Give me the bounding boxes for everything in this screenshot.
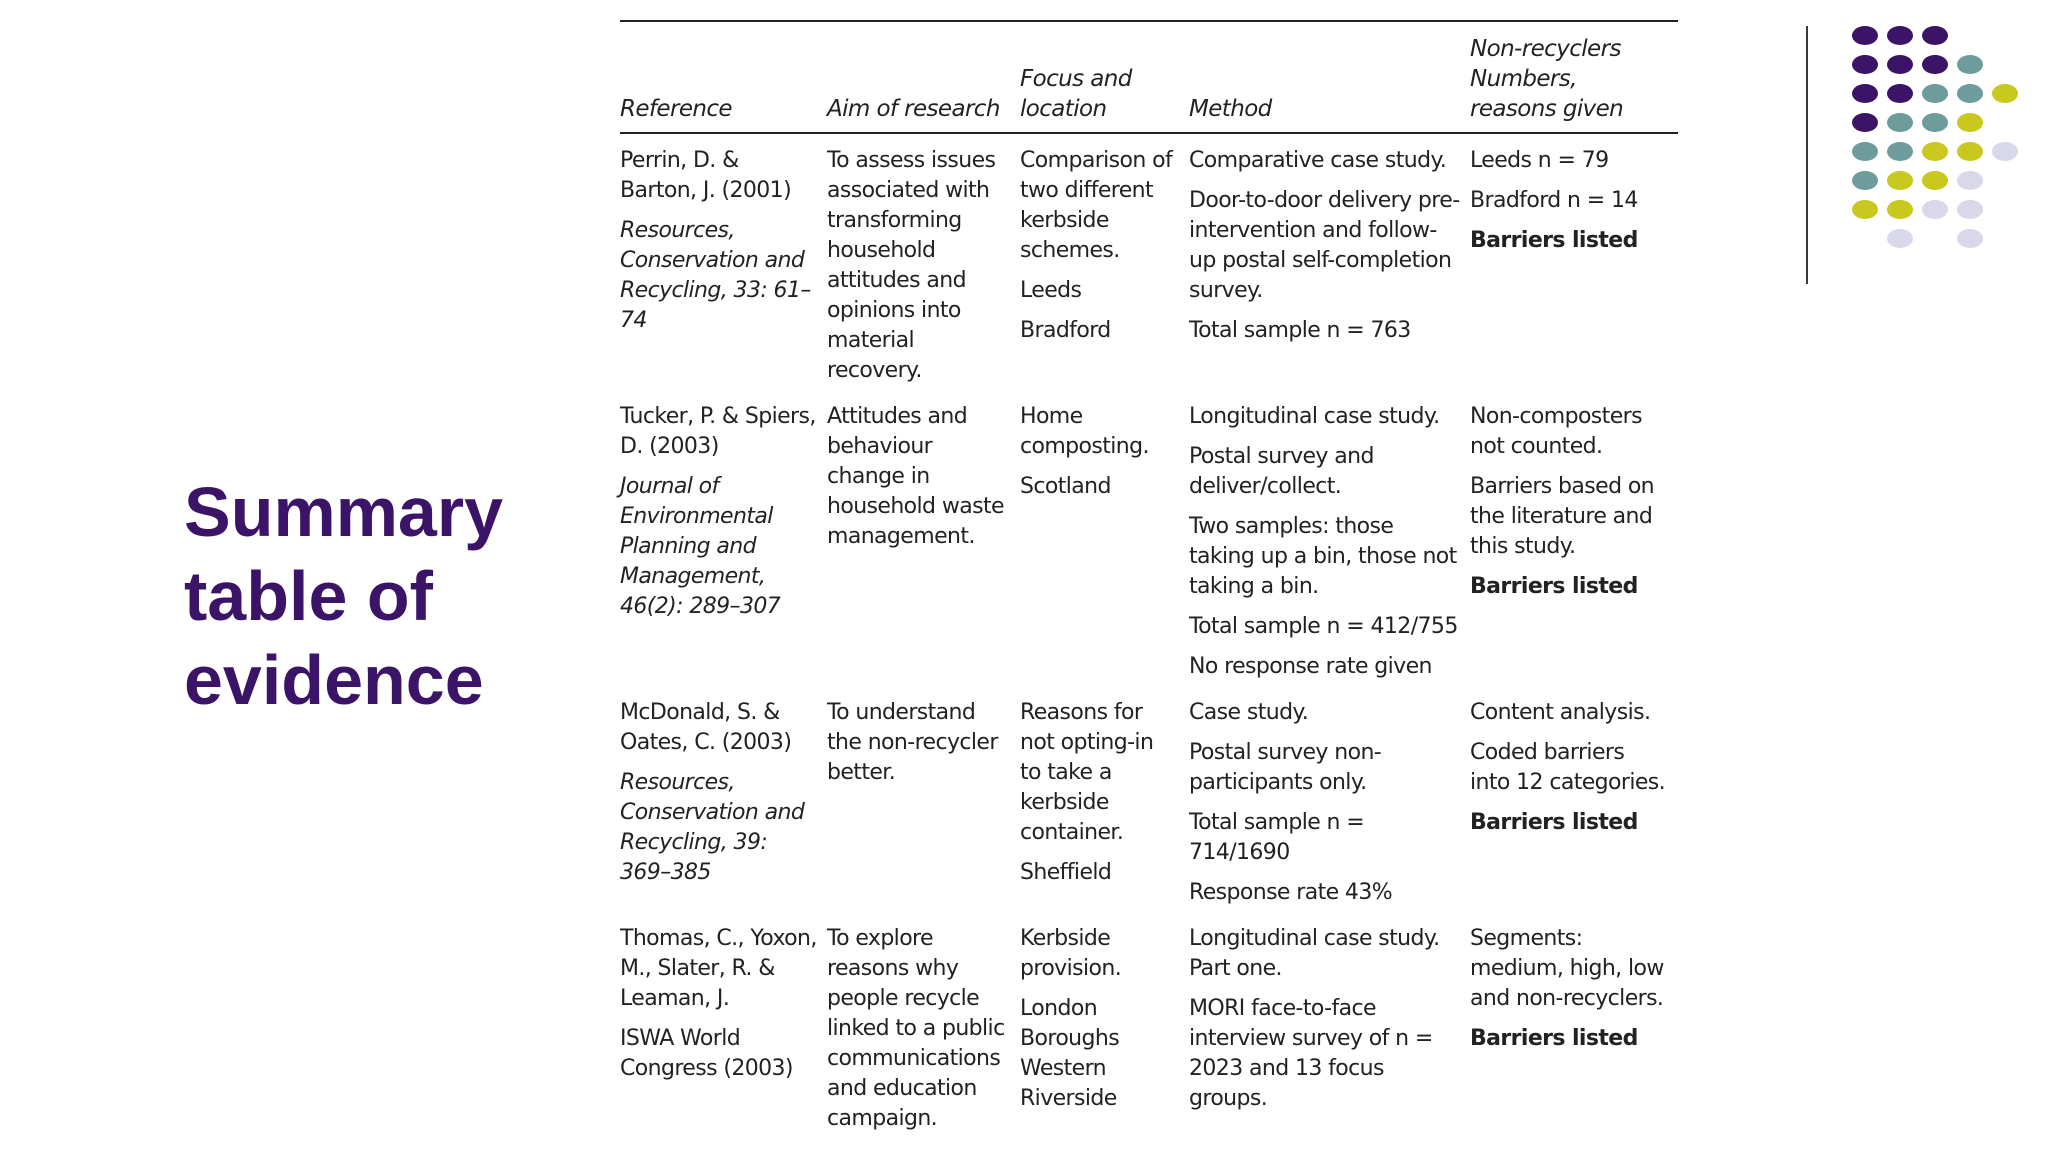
aim-text: To assess issues associated with transforming household attitudes and opinions into material recovery. <box>827 148 996 383</box>
focus-line: Kerbside provision. <box>1020 926 1122 981</box>
cell-nonrecyclers <box>1470 690 1678 916</box>
decorative-dot <box>1887 26 1913 45</box>
focus-line: Scotland <box>1020 474 1111 499</box>
header-focus: Focus and location <box>1020 66 1132 122</box>
table-row <box>620 690 1678 916</box>
decorative-dot <box>1887 200 1913 219</box>
table-row <box>620 394 1678 690</box>
decorative-dot <box>1922 113 1948 132</box>
reference-authors: Thomas, C., Yoxon, M., Slater, R. & Leaman, J. <box>620 926 817 1011</box>
nonrecyclers-line: Bradford n = 14 <box>1470 188 1638 213</box>
decorative-dot <box>1922 26 1948 45</box>
cell-reference <box>620 394 827 690</box>
method-line: Total sample n = 412/755 <box>1189 614 1458 639</box>
header-aim: Aim of research <box>827 96 1000 122</box>
barriers-listed: Barriers listed <box>1470 810 1638 835</box>
decorative-dot <box>1957 55 1983 74</box>
method-line: Longitudinal case study. <box>1189 404 1440 429</box>
cell-nonrecyclers <box>1470 916 1678 1142</box>
decorative-dot <box>1852 171 1878 190</box>
method-line: Case study. <box>1189 700 1309 725</box>
cell-aim <box>827 133 1020 394</box>
nonrecyclers-line: Content analysis. <box>1470 700 1651 725</box>
decorative-dot <box>1922 142 1948 161</box>
nonrecyclers-line: Coded barriers into 12 categories. <box>1470 740 1666 795</box>
method-line: Response rate 43% <box>1189 880 1393 905</box>
reference-authors: McDonald, S. & Oates, C. (2003) <box>620 700 792 755</box>
focus-line: Comparison of two different kerbside schemes. <box>1020 148 1173 263</box>
decorative-dot <box>1887 229 1913 248</box>
header-reference: Reference <box>620 96 732 122</box>
method-line: Door-to-door delivery pre-intervention and follow-up postal self-completion survey. <box>1189 188 1460 303</box>
evidence-table <box>620 20 1678 1142</box>
decorative-dot <box>1887 84 1913 103</box>
decorative-dot <box>1852 142 1878 161</box>
cell-method <box>1189 394 1470 690</box>
cell-focus <box>1020 394 1189 690</box>
cell-nonrecyclers <box>1470 394 1678 690</box>
focus-line: Home composting. <box>1020 404 1149 459</box>
nonrecyclers-line: Segments: medium, high, low and non-recyclers. <box>1470 926 1664 1011</box>
reference-journal: Journal of Environmental Planning and Management, 46(2): 289–307 <box>620 474 781 619</box>
barriers-listed: Barriers listed <box>1470 228 1638 253</box>
decorative-divider <box>1806 26 1808 284</box>
decorative-dot <box>1957 142 1983 161</box>
slide-title: Summary table of evidence <box>184 473 504 719</box>
cell-method <box>1189 133 1470 394</box>
cell-nonrecyclers <box>1470 133 1678 394</box>
focus-line: Sheffield <box>1020 860 1112 885</box>
decorative-dot <box>1922 200 1948 219</box>
cell-focus <box>1020 690 1189 916</box>
method-line: No response rate given <box>1189 654 1432 679</box>
nonrecyclers-line: Barriers based on the literature and this study. <box>1470 474 1655 559</box>
reference-journal: ISWA World Congress (2003) <box>620 1026 793 1081</box>
reference-journal: Resources, Conservation and Recycling, 33: 61–74 <box>620 218 811 333</box>
cell-aim <box>827 690 1020 916</box>
cell-focus <box>1020 916 1189 1142</box>
cell-reference <box>620 133 827 394</box>
reference-authors: Perrin, D. & Barton, J. (2001) <box>620 148 792 203</box>
decorative-dot <box>1887 171 1913 190</box>
decorative-dot <box>1887 113 1913 132</box>
decorative-dot <box>1887 142 1913 161</box>
cell-focus <box>1020 133 1189 394</box>
reference-journal: Resources, Conservation and Recycling, 39: 369–385 <box>620 770 805 885</box>
header-nonrecyclers: Non-recyclers Numbers, reasons given <box>1470 36 1624 122</box>
nonrecyclers-line: Non-composters not counted. <box>1470 404 1642 459</box>
decorative-dot <box>1957 84 1983 103</box>
decorative-dot <box>1852 200 1878 219</box>
method-line: Postal survey non-participants only. <box>1189 740 1382 795</box>
barriers-listed: Barriers listed <box>1470 574 1638 599</box>
method-line: MORI face-to-face interview survey of n = 2023 and 13 focus groups. <box>1189 996 1433 1111</box>
decorative-dot <box>1852 55 1878 74</box>
method-line: Longitudinal case study. Part one. <box>1189 926 1440 981</box>
header-method: Method <box>1189 96 1272 122</box>
decorative-dot <box>1852 113 1878 132</box>
method-line: Postal survey and deliver/collect. <box>1189 444 1374 499</box>
decorative-dot <box>1852 84 1878 103</box>
decorative-dot <box>1922 84 1948 103</box>
aim-text: To understand the non-recycler better. <box>827 700 998 785</box>
decorative-dot <box>1957 229 1983 248</box>
cell-reference <box>620 916 827 1142</box>
method-line: Comparative case study. <box>1189 148 1447 173</box>
reference-authors: Tucker, P. & Spiers, D. (2003) <box>620 404 816 459</box>
decorative-dot <box>1957 171 1983 190</box>
decorative-dot <box>1922 171 1948 190</box>
focus-line: London Boroughs Western Riverside <box>1020 996 1120 1111</box>
cell-method <box>1189 916 1470 1142</box>
decorative-dot <box>1887 55 1913 74</box>
cell-reference <box>620 690 827 916</box>
nonrecyclers-line: Leeds n = 79 <box>1470 148 1609 173</box>
barriers-listed: Barriers listed <box>1470 1026 1638 1051</box>
table-row <box>620 916 1678 1142</box>
decorative-dot <box>1992 84 2018 103</box>
method-line: Two samples: those taking up a bin, those not taking a bin. <box>1189 514 1457 599</box>
decorative-dot <box>1852 26 1878 45</box>
focus-line: Leeds <box>1020 278 1082 303</box>
aim-text: To explore reasons why people recycle linked to a public communications and education campaign. <box>827 926 1005 1131</box>
method-line: Total sample n = 714/1690 <box>1189 810 1365 865</box>
decorative-dot <box>1957 200 1983 219</box>
focus-line: Reasons for not opting-in to take a kerbside container. <box>1020 700 1154 845</box>
decorative-dot <box>1922 55 1948 74</box>
focus-line: Bradford <box>1020 318 1111 343</box>
method-line: Total sample n = 763 <box>1189 318 1411 343</box>
cell-method <box>1189 690 1470 916</box>
decorative-dot <box>1957 113 1983 132</box>
table-header-row <box>620 21 1678 133</box>
decorative-dot <box>1992 142 2018 161</box>
aim-text: Attitudes and behaviour change in household waste management. <box>827 404 1004 549</box>
cell-aim <box>827 394 1020 690</box>
cell-aim <box>827 916 1020 1142</box>
table-row <box>620 133 1678 394</box>
